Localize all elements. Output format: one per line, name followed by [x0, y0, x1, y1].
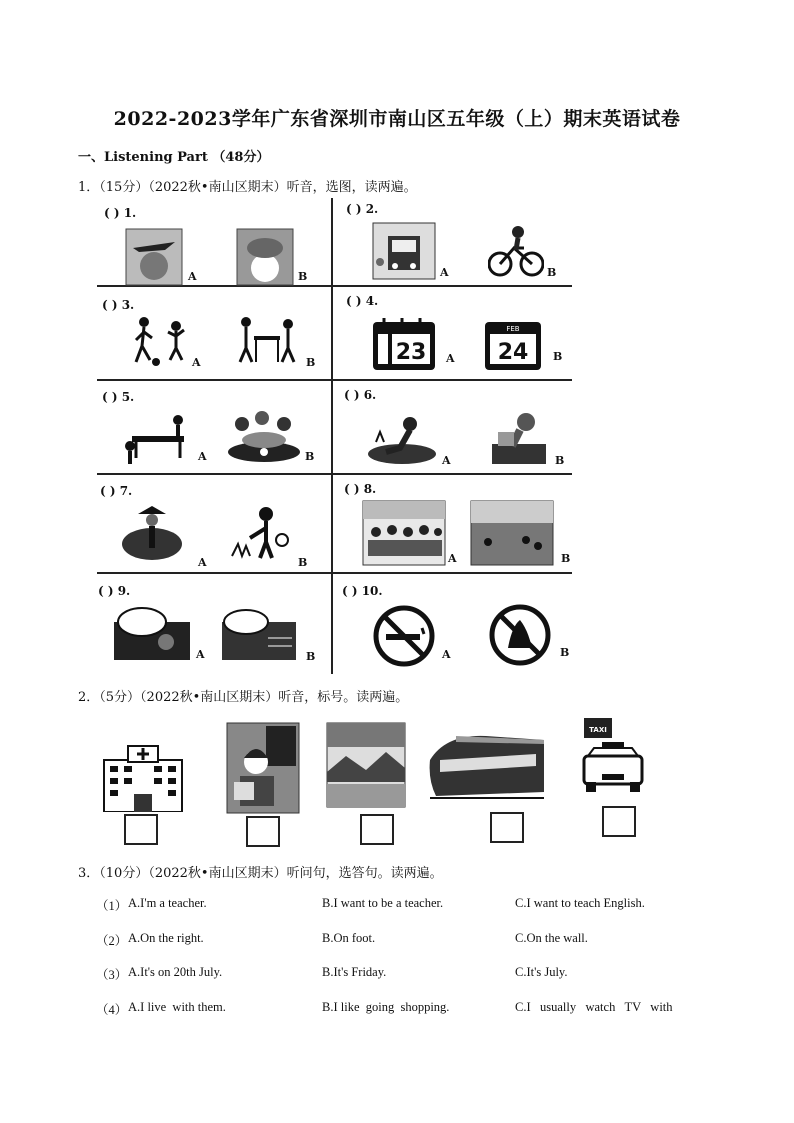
question-2-header: 2．（5分）（2022秋•南山区期末）听音，标号。读两遍。 — [78, 690, 409, 705]
page-title: 2022-2023学年广东省深圳市南山区五年级（上）期末英语试卷 — [113, 108, 681, 130]
q3-row-2-num: （2） — [96, 934, 128, 948]
option-a-6: A — [442, 454, 451, 467]
ping-pong-picture — [122, 410, 192, 466]
q3-row-2-option-b: B.On foot. — [322, 931, 376, 945]
calendar-date-a: 23 — [395, 340, 427, 365]
option-a-5: A — [198, 450, 207, 463]
option-b-5: B — [305, 450, 315, 463]
lake-mountain-picture — [326, 722, 406, 808]
option-a-2: A — [440, 266, 449, 279]
q3-row-4-option-c: C.I usually watch TV with — [515, 1000, 673, 1014]
option-b-9: B — [306, 650, 316, 663]
item-label-4: ( ) 4. — [346, 294, 379, 308]
taxi-sign: TAXI — [589, 726, 607, 734]
item-label-10: ( ) 10. — [342, 584, 383, 598]
item-label-6: ( ) 6. — [344, 388, 377, 402]
q3-row-2-option-a: A.On the right. — [128, 931, 204, 945]
answer-box-3[interactable] — [360, 814, 394, 845]
q3-row-1-option-c: C.I want to teach English. — [515, 896, 645, 910]
option-a-10: A — [442, 648, 451, 661]
cat-picture — [218, 604, 298, 662]
grid-line — [97, 473, 572, 475]
table-picture — [236, 314, 298, 368]
q3-row-3-num: （3） — [96, 968, 128, 982]
option-b-6: B — [555, 454, 565, 467]
answer-box-5[interactable] — [602, 806, 636, 837]
cap-picture — [236, 228, 294, 286]
q3-row-3-option-c: C.It's July. — [515, 965, 568, 979]
option-b-10: B — [560, 646, 570, 659]
calendar-month: FEB — [506, 325, 520, 333]
option-b-4: B — [553, 350, 563, 363]
bike-picture — [488, 224, 544, 278]
question-3-header: 3．（10分）（2022秋•南山区期末）听问句，选答句。读两遍。 — [78, 866, 443, 881]
hat-picture — [125, 228, 183, 286]
calendar-23-picture — [372, 318, 436, 372]
q3-row-1-option-b: B.I want to be a teacher. — [322, 896, 444, 910]
grid-divider — [331, 198, 333, 674]
option-b-3: B — [306, 356, 316, 369]
farmer-picture — [118, 504, 186, 562]
library-reading-picture — [226, 722, 300, 814]
option-a-8: A — [448, 552, 457, 565]
firefighter-picture — [228, 504, 292, 562]
answer-box-1[interactable] — [124, 814, 158, 845]
bus-picture — [372, 222, 436, 280]
train-picture — [426, 730, 546, 808]
item-label-9: ( ) 9. — [98, 584, 131, 598]
q3-row-4-option-a: A.I live with them. — [128, 1000, 226, 1014]
item-label-7: ( ) 7. — [100, 484, 133, 498]
taxi-picture — [580, 716, 646, 800]
option-b-1: B — [298, 270, 308, 283]
football-picture — [132, 314, 190, 368]
option-a-4: A — [446, 352, 455, 365]
option-a-3: A — [192, 356, 201, 369]
section-heading: 一、Listening Part （48分） — [78, 150, 270, 165]
item-label-5: ( ) 5. — [102, 390, 135, 404]
calendar-24-picture — [484, 318, 542, 372]
q3-row-3-option-a: A.It's on 20th July. — [128, 965, 223, 979]
option-b-7: B — [298, 556, 308, 569]
hospital-picture — [98, 738, 188, 812]
answer-box-2[interactable] — [246, 816, 280, 847]
no-fire-sign — [488, 602, 552, 668]
no-smoking-sign — [372, 604, 436, 668]
option-a-7: A — [198, 556, 207, 569]
q3-row-1-num: （1） — [96, 899, 128, 913]
option-a-1: A — [188, 270, 197, 283]
grid-line — [97, 572, 572, 574]
option-b-8: B — [561, 552, 571, 565]
q3-row-4-option-b: B.I like going shopping. — [322, 1000, 450, 1014]
cooking-picture — [490, 408, 548, 466]
item-label-1: ( ) 1. — [104, 206, 137, 220]
question-1-header: 1．（15分）（2022秋•南山区期末）听音，选图，读两遍。 — [78, 180, 417, 195]
answer-box-4[interactable] — [490, 812, 524, 843]
item-label-2: ( ) 2. — [346, 202, 379, 216]
q3-row-1-option-a: A.I'm a teacher. — [128, 896, 207, 910]
pig-picture — [110, 602, 192, 662]
option-a-9: A — [196, 648, 205, 661]
calendar-date-b: 24 — [497, 340, 529, 365]
children-dancing-picture — [362, 500, 446, 566]
item-label-3: ( ) 3. — [102, 298, 135, 312]
beach-picture — [470, 500, 554, 566]
planting-picture — [366, 412, 436, 466]
option-b-2: B — [547, 266, 557, 279]
q3-row-2-option-c: C.On the wall. — [515, 931, 588, 945]
q3-row-3-option-b: B.It's Friday. — [322, 965, 387, 979]
item-label-8: ( ) 8. — [344, 482, 377, 496]
family-dinner-picture — [226, 406, 302, 464]
q3-row-4-num: （4） — [96, 1003, 128, 1017]
grid-line — [97, 379, 572, 381]
